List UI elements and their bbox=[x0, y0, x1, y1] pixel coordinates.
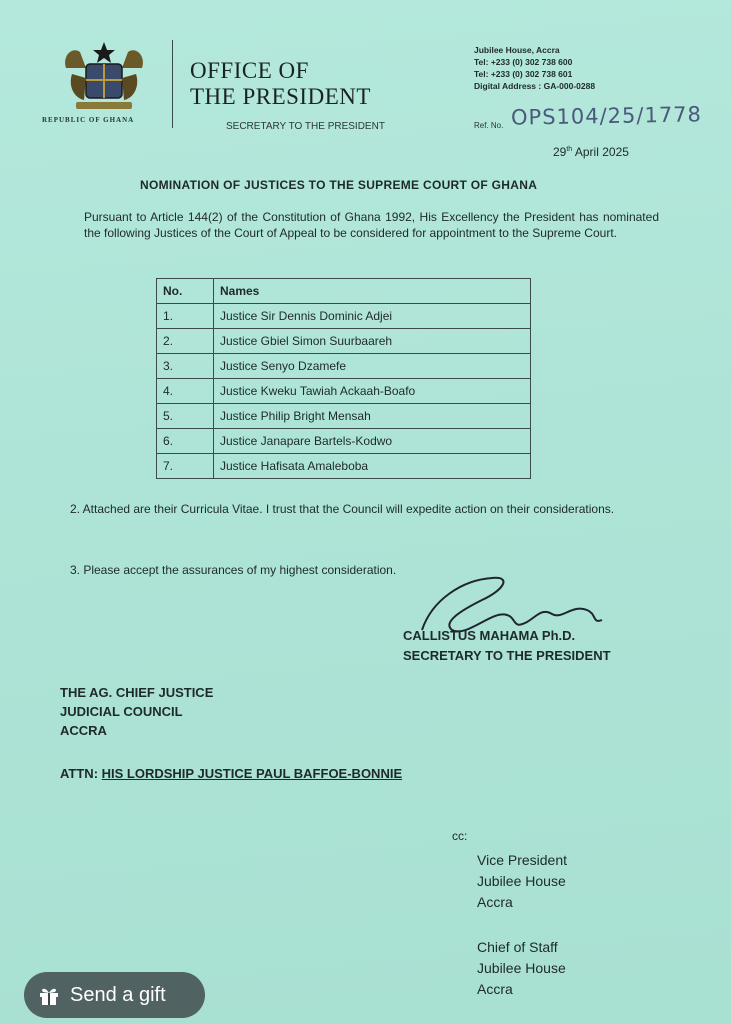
cc-line1: Vice President bbox=[477, 852, 568, 868]
attn-name: HIS LORDSHIP JUSTICE PAUL BAFFOE-BONNIE bbox=[101, 766, 403, 781]
contact-address: Jubilee House, Accra bbox=[474, 45, 560, 55]
row-name: Justice Kweku Tawiah Ackaah-Boafo bbox=[214, 379, 531, 404]
contact-block bbox=[474, 44, 595, 92]
table-row bbox=[157, 454, 531, 479]
row-name: Justice Philip Bright Mensah bbox=[214, 404, 531, 429]
signatory-block bbox=[403, 626, 611, 666]
signatory-name: CALLISTUS MAHAMA Ph.D. bbox=[403, 628, 576, 643]
ref-label: Ref. No. bbox=[474, 121, 504, 130]
date-day: 29 bbox=[553, 145, 567, 159]
addressee-line2: JUDICIAL COUNCIL bbox=[60, 704, 183, 719]
row-number: 7. bbox=[157, 454, 214, 479]
gift-icon bbox=[38, 984, 60, 1006]
addressee-line1: THE AG. CHIEF JUSTICE bbox=[60, 685, 214, 700]
date-rest: April 2025 bbox=[572, 145, 629, 159]
cc-line3: Accra bbox=[477, 981, 513, 997]
send-gift-label: Send a gift bbox=[70, 983, 166, 1006]
col-header-names: Names bbox=[214, 279, 531, 304]
republic-label: REPUBLIC OF GHANA bbox=[42, 116, 135, 124]
attn-label: ATTN: bbox=[60, 766, 102, 781]
cc-recipient bbox=[477, 937, 566, 1000]
addressee-block bbox=[60, 683, 213, 740]
table-row bbox=[157, 429, 531, 454]
letter-subject: NOMINATION OF JUSTICES TO THE SUPREME COURT OF GHANA bbox=[140, 178, 538, 192]
paragraph-2: 2. Attached are their Curricula Vitae. I trust that the Council will expedite action on their considerations. bbox=[70, 502, 615, 516]
row-number: 2. bbox=[157, 329, 214, 354]
office-title-line1: OFFICE OF bbox=[190, 58, 309, 83]
col-header-no: No. bbox=[157, 279, 214, 304]
row-name: Justice Sir Dennis Dominic Adjei bbox=[214, 304, 531, 329]
date-suffix: th bbox=[566, 146, 573, 153]
cc-line3: Accra bbox=[477, 894, 513, 910]
row-number: 6. bbox=[157, 429, 214, 454]
office-title bbox=[190, 58, 371, 110]
header-divider bbox=[172, 40, 173, 128]
row-number: 1. bbox=[157, 304, 214, 329]
send-gift-button[interactable] bbox=[24, 972, 205, 1018]
ghana-coat-of-arms-icon bbox=[58, 38, 150, 114]
table-row bbox=[157, 354, 531, 379]
row-number: 3. bbox=[157, 354, 214, 379]
ref-number-handwritten: OPS104/25/1778 bbox=[510, 102, 703, 130]
justices-table bbox=[156, 278, 531, 479]
row-name: Justice Hafisata Amaleboba bbox=[214, 454, 531, 479]
table-row bbox=[157, 404, 531, 429]
paragraph-1: Pursuant to Article 144(2) of the Constitution of Ghana 1992, His Excellency the President has nominated the following Justices of the Court of Appeal to be considered for appointment to the Supreme Court. bbox=[84, 210, 659, 240]
office-title-line2: THE PRESIDENT bbox=[190, 84, 371, 109]
secretary-subtitle: SECRETARY TO THE PRESIDENT bbox=[226, 121, 385, 132]
contact-digital-address: Digital Address : GA-000-0288 bbox=[474, 81, 596, 91]
row-number: 5. bbox=[157, 404, 214, 429]
row-number: 4. bbox=[157, 379, 214, 404]
paragraph-3: 3. Please accept the assurances of my highest consideration. bbox=[70, 563, 397, 577]
signatory-title: SECRETARY TO THE PRESIDENT bbox=[403, 648, 611, 663]
addressee-line3: ACCRA bbox=[60, 723, 107, 738]
table-header-row bbox=[157, 279, 531, 304]
cc-line2: Jubilee House bbox=[477, 873, 566, 889]
row-name: Justice Gbiel Simon Suurbaareh bbox=[214, 329, 531, 354]
contact-tel1: Tel: +233 (0) 302 738 600 bbox=[474, 57, 573, 67]
cc-line2: Jubilee House bbox=[477, 960, 566, 976]
attention-line bbox=[60, 766, 402, 781]
table-row bbox=[157, 379, 531, 404]
contact-tel2: Tel: +233 (0) 302 738 601 bbox=[474, 69, 573, 79]
row-name: Justice Senyo Dzamefe bbox=[214, 354, 531, 379]
table-row bbox=[157, 329, 531, 354]
cc-line1: Chief of Staff bbox=[477, 939, 558, 955]
cc-label: cc: bbox=[452, 829, 468, 843]
row-name: Justice Janapare Bartels-Kodwo bbox=[214, 429, 531, 454]
table-row bbox=[157, 304, 531, 329]
cc-recipient bbox=[477, 850, 567, 913]
letter-date bbox=[553, 145, 629, 159]
